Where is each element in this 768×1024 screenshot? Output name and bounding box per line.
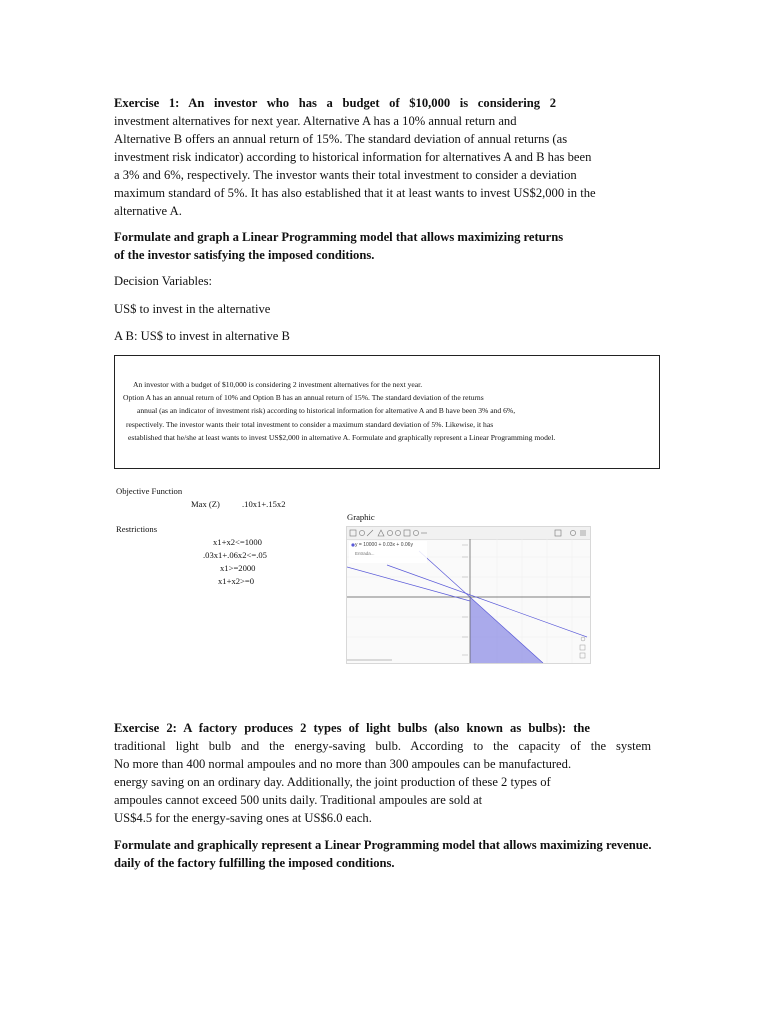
decision-variables-label: Decision Variables: — [114, 274, 213, 288]
restriction-2: .03x1+.06x2<=.05 — [203, 550, 267, 560]
restrictions-label: Restrictions — [116, 524, 158, 534]
exercise2-task-line: Formulate and graphically represent a Linear Programming model that allows maximizing revenue. — [114, 838, 652, 852]
exercise2-line: US$4.5 for the energy-saving ones at US$6.0 each. — [114, 811, 372, 825]
decision-variable-a: US$ to invest in the alternative — [114, 302, 271, 316]
exercise1-task-line: of the investor satisfying the imposed conditions. — [114, 248, 375, 262]
exercise1-line: investment risk indicator) according to historical information for alternatives A and B has been — [114, 150, 592, 164]
box-line: established that he/she at least wants to invest US$2,000 in alternative A. Formulate and graphically represent a Linear Programming model. — [128, 432, 556, 442]
problem-statement-box — [114, 355, 660, 469]
graph-equation: y = 10000 + 0.03x + 0.06y — [355, 542, 413, 548]
exercise2-line: energy saving on an ordinary day. Additionally, the joint production of these 2 types of — [114, 775, 551, 789]
constraint-line — [347, 567, 470, 601]
exercise1-paragraph — [114, 112, 694, 220]
graphic-label: Graphic — [347, 512, 375, 522]
box-line: Option A has an annual return of 10% and Option B has an annual return of 15%. The standard deviation of the returns — [123, 393, 484, 403]
exercise1-task-line: Formulate and graph a Linear Programming model that allows maximizing returns — [114, 230, 564, 244]
objective-max-label: Max (Z) — [191, 499, 220, 509]
exercise2-task-line: daily of the factory fulfilling the imposed conditions. — [114, 856, 395, 870]
box-line: annual (as an indicator of investment risk) according to historical information for alternative A and B have been 3% and 6%, — [137, 406, 516, 416]
box-line: respectively. The investor wants their total investment to consider a maximum standard deviation of 5%. Likewise, it has — [126, 419, 494, 429]
exercise2-line: ampoules cannot exceed 500 units daily. Traditional ampoules are sold at — [114, 793, 483, 807]
restriction-1: x1+x2<=1000 — [213, 537, 262, 547]
exercise2-title: Exercise 2: A factory produces 2 types of light bulbs (also known as bulbs): the — [114, 721, 590, 735]
exercise1-line: Alternative B offers an annual return of 15%. The standard deviation of annual returns (as — [114, 132, 568, 146]
exercise2-paragraph — [114, 737, 651, 827]
exercise2-task — [114, 836, 694, 872]
graph-screenshot — [346, 526, 591, 664]
decision-variable-b: A B: US$ to invest in alternative B — [114, 329, 290, 343]
exercise2-line: traditional light bulb and the energy-saving bulb. According to the capacity of the system — [114, 739, 651, 753]
exercise1-title: Exercise 1: An investor who has a budget of $10,000 is considering 2 — [114, 96, 556, 110]
exercise1-task — [114, 228, 694, 264]
exercise1-line: investment alternatives for next year. Alternative A has a 10% annual return and — [114, 114, 517, 128]
graph-input-field[interactable]: Entrada... — [355, 551, 375, 556]
box-line: An investor with a budget of $10,000 is considering 2 investment alternatives for the next year. — [133, 380, 423, 389]
exercise1-line: maximum standard of 5%. It has also established that it at least wants to invest US$2,000 in the — [114, 186, 596, 200]
exercise1-line: alternative A. — [114, 204, 182, 218]
restriction-4: x1+x2>=0 — [218, 576, 255, 586]
restriction-3: x1>=2000 — [220, 563, 256, 573]
objective-expression: .10x1+.15x2 — [242, 499, 286, 509]
objective-function-label: Objective Function — [116, 486, 183, 496]
exercise1-line: a 3% and 6%, respectively. The investor wants their total investment to consider a deviation — [114, 168, 577, 182]
exercise2-line: No more than 400 normal ampoules and no more than 300 ampoules can be manufactured. — [114, 757, 572, 771]
